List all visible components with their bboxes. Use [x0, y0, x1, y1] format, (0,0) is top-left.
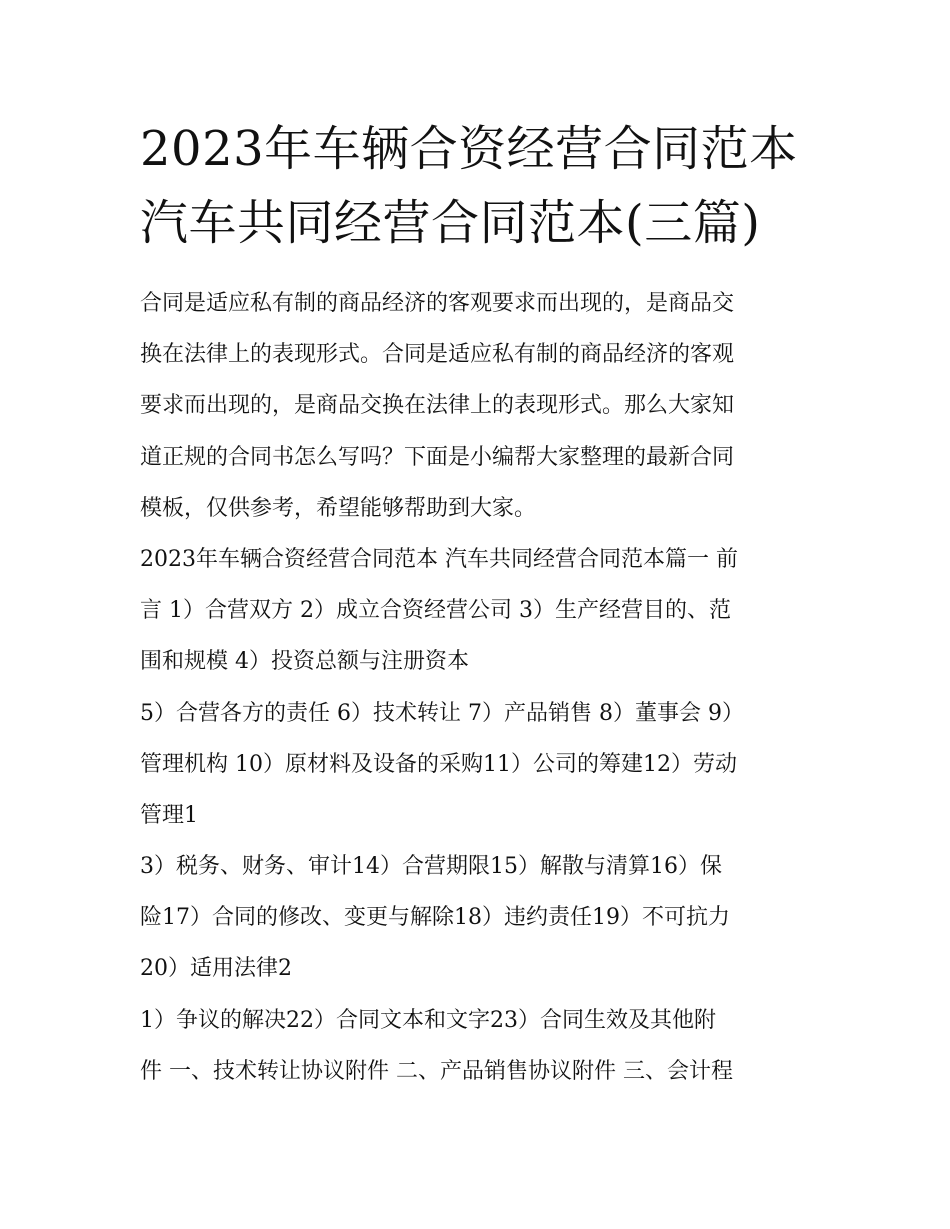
body-line: 要求而出现的，是商品交换在法律上的表现形式。那么大家知: [140, 393, 735, 419]
body-line: 5）合营各方的责任 6）技术转让 7）产品销售 8）董事会 9）: [140, 700, 744, 726]
body-line: 2023年车辆合资经营合同范本 汽车共同经营合同范本篇一 前: [140, 546, 738, 572]
body-line: 1）争议的解决22）合同文本和文字23）合同生效及其他附: [140, 1007, 716, 1033]
body-line: 管理1: [140, 802, 198, 828]
body-line: 言 1）合营双方 2）成立合资经营公司 3）生产经营目的、范: [140, 598, 731, 624]
body-line: 合同是适应私有制的商品经济的客观要求而出现的，是商品交: [140, 291, 735, 316]
title-line-1: 2023年车辆合资经营合同范本: [140, 121, 798, 177]
body-line: 险17）合同的修改、变更与解除18）违约责任19）不可抗力: [140, 905, 730, 931]
document-title: [140, 112, 830, 260]
body-line: 道正规的合同书怎么写吗？下面是小编帮大家整理的最新合同: [140, 444, 735, 470]
body-line: 20）适用法律2: [140, 956, 292, 982]
body-line: 管理机构 10）原材料及设备的采购11）公司的筹建12）劳动: [140, 751, 737, 777]
body-line: 换在法律上的表现形式。合同是适应私有制的商品经济的客观: [140, 342, 735, 368]
title-line-2: 汽车共同经营合同范本(三篇): [140, 195, 761, 251]
body-line: 模板，仅供参考，希望能够帮助到大家。: [140, 495, 537, 521]
body-line: 3）税务、财务、审计14）合营期限15）解散与清算16）保: [140, 854, 722, 880]
body-line: 围和规模 4）投资总额与注册资本: [140, 649, 469, 675]
document-body: [140, 278, 830, 1097]
body-line: 件 一、技术转让协议附件 二、产品销售协议附件 三、会计程: [140, 1058, 733, 1084]
